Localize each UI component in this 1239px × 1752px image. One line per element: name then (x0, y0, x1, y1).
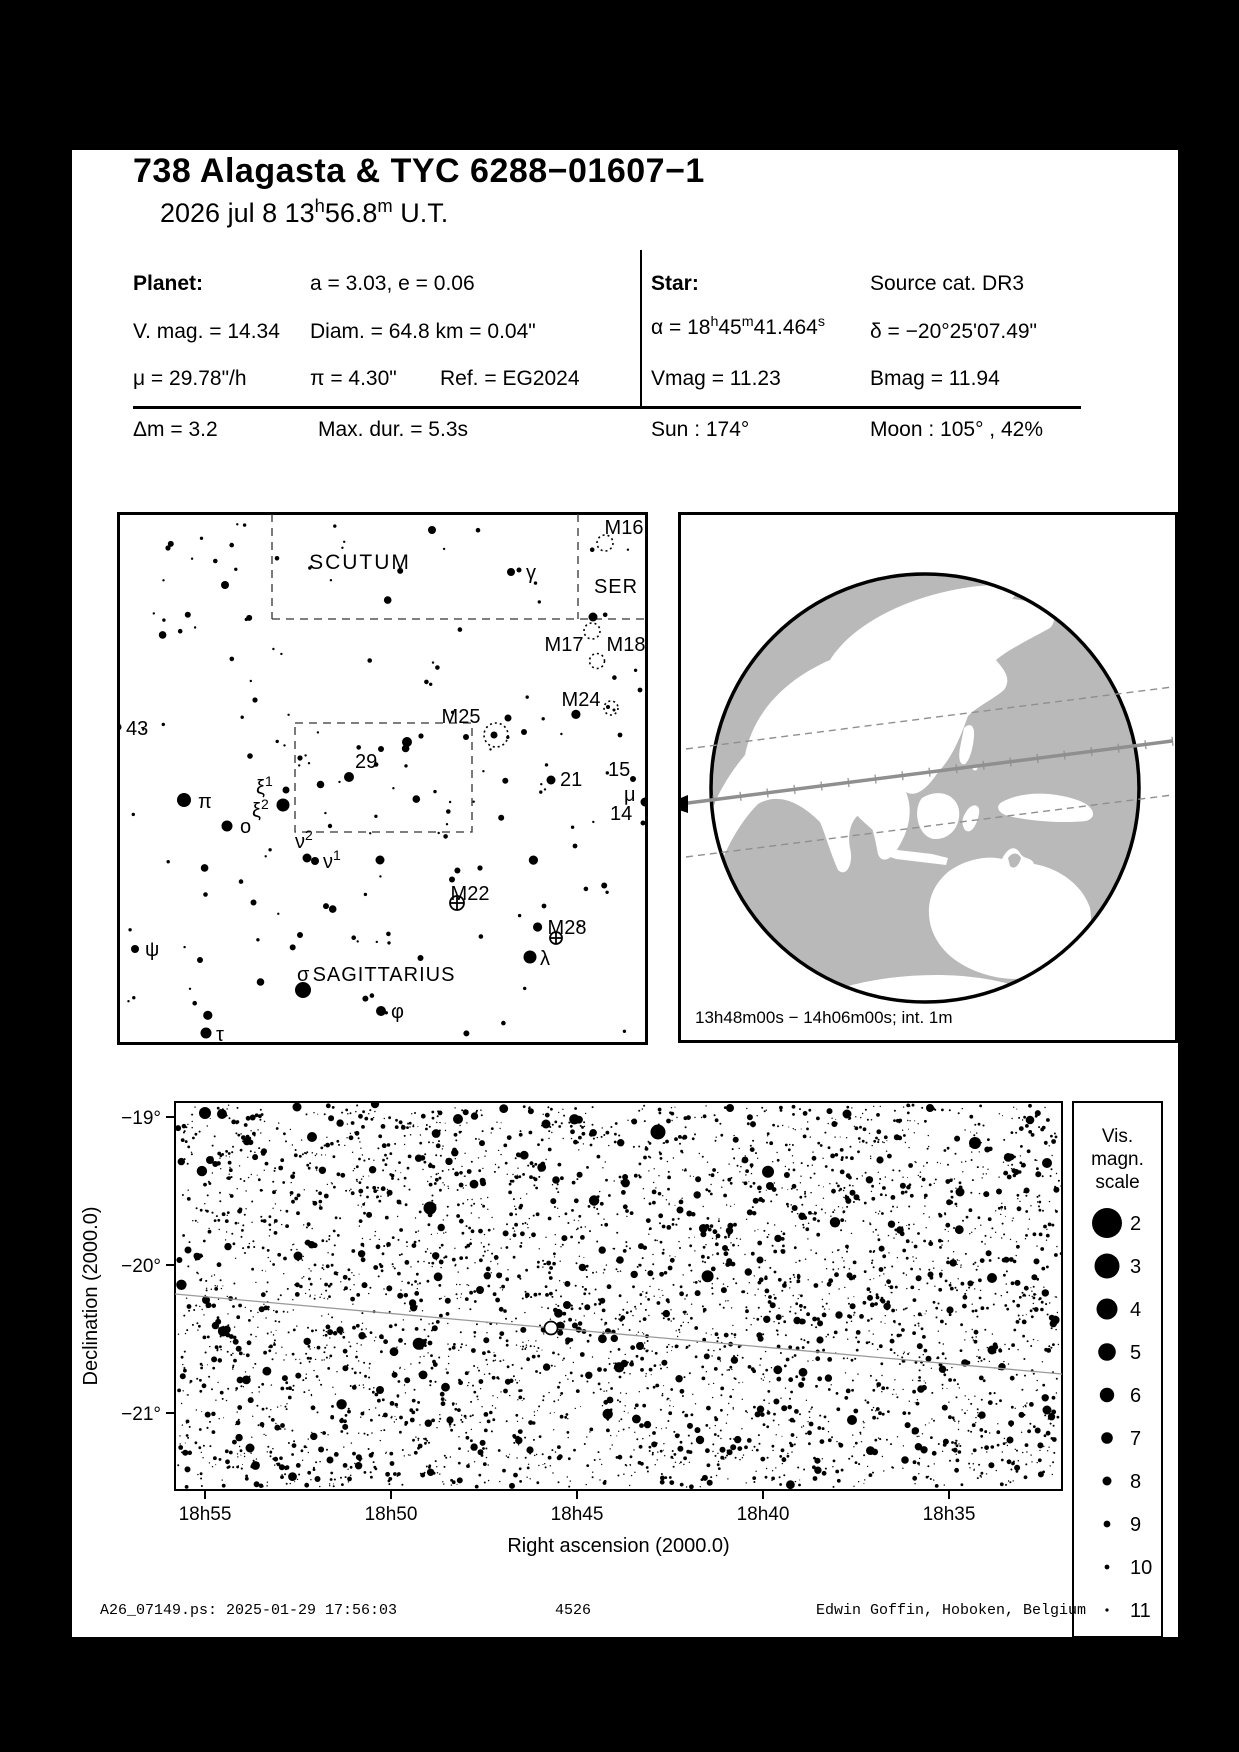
star-label: 15 (608, 759, 631, 781)
star-label: γ (526, 562, 536, 584)
main-star-chart (80, 1050, 1178, 1637)
footer-page-number: 4526 (555, 1602, 592, 1619)
star-label: 43 (126, 718, 149, 740)
planet-section-label: Planet: (133, 272, 204, 295)
deep-sky-label: M22 (450, 883, 490, 905)
legend-magnitude-value: 6 (1130, 1385, 1142, 1407)
y-axis-label: Declination (2000.0) (80, 1206, 102, 1386)
legend-magnitude-dot (1098, 1343, 1116, 1361)
planet-reference: Ref. = EG2024 (440, 367, 580, 390)
deep-sky-label: M28 (547, 917, 587, 939)
legend-magnitude-value: 8 (1130, 1471, 1142, 1493)
star-label: τ (216, 1024, 224, 1045)
star-label: $\nu^1$ (323, 847, 341, 873)
planet-diameter: Diam. = 64.8 km = 0.04" (310, 320, 536, 343)
star-vmag: Vmag = 11.23 (651, 367, 781, 390)
star-label: $\nu^2$ (295, 827, 313, 853)
star-bmag: Bmag = 11.94 (870, 367, 1000, 390)
star-label: $\xi^2$ (252, 796, 269, 822)
finder-chart (117, 512, 648, 1045)
legend-magnitude-value: 2 (1130, 1213, 1142, 1235)
legend-title: scale (1095, 1172, 1140, 1193)
star-label: 14 (610, 803, 633, 825)
legend-magnitude-value: 10 (1130, 1557, 1153, 1579)
constellation-label: SER (593, 576, 639, 598)
star-label: ψ (145, 939, 160, 961)
planet-motion: μ = 29.78"/h (133, 367, 247, 390)
planet-orbit: a = 3.03, e = 0.06 (310, 272, 475, 295)
path-time-range-caption: 13h48m00s − 14h06m00s; int. 1m (695, 1008, 953, 1027)
table-rule (133, 406, 1081, 409)
legend-title: magn. (1091, 1149, 1144, 1170)
deep-sky-label: M24 (561, 689, 601, 711)
table-divider (640, 250, 642, 407)
y-tick-label: −21° (121, 1404, 161, 1425)
x-tick-label: 18h55 (178, 1504, 232, 1525)
document-page (72, 150, 1178, 1637)
footer-filename: A26_07149.ps: 2025-01-29 17:56:03 (100, 1602, 398, 1619)
legend-magnitude-value: 4 (1130, 1299, 1142, 1321)
legend-magnitude-dot (1097, 1299, 1118, 1320)
sun-elongation: Sun : 174° (651, 418, 750, 441)
legend-magnitude-value: 9 (1130, 1514, 1142, 1536)
legend-magnitude-dot (1104, 1521, 1111, 1528)
legend-magnitude-value: 7 (1130, 1428, 1142, 1450)
star-label: φ (391, 1001, 404, 1023)
constellation-label: SCUTUM (309, 551, 411, 574)
star-label: 29 (355, 751, 378, 773)
legend-magnitude-dot (1092, 1208, 1122, 1238)
x-tick-label: 18h35 (922, 1504, 976, 1525)
planet-parallax: π = 4.30" (310, 367, 397, 390)
legend-magnitude-value: 5 (1130, 1342, 1142, 1364)
star-label: λ (540, 948, 550, 970)
globe-map (678, 512, 1178, 1043)
star-label: σ (297, 964, 310, 986)
star-label: 21 (560, 769, 583, 791)
star-label: μ (624, 784, 636, 806)
legend-magnitude-dot (1095, 1254, 1120, 1279)
legend-title: Vis. (1101, 1126, 1134, 1147)
footer-author: Edwin Goffin, Hoboken, Belgium (816, 1602, 1087, 1619)
legend-magnitude-value: 11 (1130, 1600, 1151, 1622)
target-star-marker (545, 1322, 558, 1335)
y-tick-label: −19° (121, 1108, 161, 1129)
legend-magnitude-value: 3 (1130, 1256, 1142, 1278)
magnitude-drop: Δm = 3.2 (133, 418, 218, 441)
legend-magnitude-dot (1100, 1388, 1114, 1402)
planet-vmag: V. mag. = 14.34 (133, 320, 280, 343)
deep-sky-label: M17 (544, 634, 584, 656)
legend-magnitude-dot (1101, 1432, 1113, 1444)
deep-sky-label: M25 (441, 706, 481, 728)
star-ra: $\alpha = 18^h45^m41.464^s$ (651, 314, 825, 339)
star-dec: δ = −20°25'07.49" (870, 320, 1038, 343)
star-section-label: Star: (651, 272, 699, 295)
star-label: o (240, 816, 252, 838)
deep-sky-label: M18 (606, 634, 646, 656)
legend-magnitude-dot (1105, 1565, 1110, 1570)
x-axis-label: Right ascension (2000.0) (507, 1535, 730, 1557)
page-title: 738 Alagasta & TYC 6288−01607−1 (133, 152, 705, 190)
deep-sky-label: M16 (604, 517, 644, 539)
legend-magnitude-dot (1103, 1477, 1112, 1486)
moon-elongation: Moon : 105° , 42% (870, 418, 1044, 441)
event-datetime: 2026 jul 8 13$^h$56.8$^m$ U.T. (160, 195, 449, 228)
x-tick-label: 18h45 (550, 1504, 604, 1525)
x-tick-label: 18h50 (364, 1504, 418, 1525)
y-tick-label: −20° (121, 1256, 161, 1277)
star-source-catalog: Source cat. DR3 (870, 272, 1025, 295)
x-tick-label: 18h40 (736, 1504, 790, 1525)
star-label: π (198, 791, 212, 813)
star-label: $\xi^1$ (256, 773, 273, 799)
legend-magnitude-dot (1105, 1608, 1108, 1611)
constellation-label: SAGITTARIUS (312, 964, 456, 986)
max-duration: Max. dur. = 5.3s (318, 418, 468, 441)
